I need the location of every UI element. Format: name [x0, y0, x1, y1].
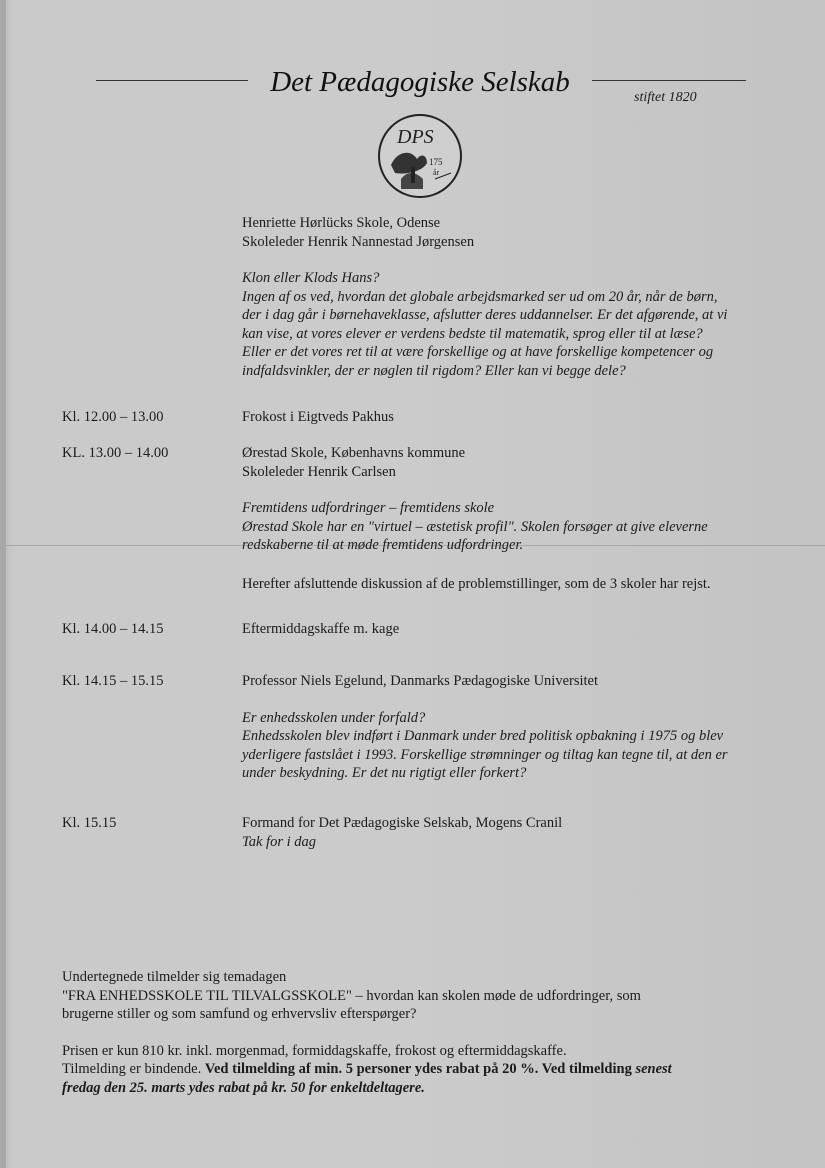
registration-block — [62, 968, 782, 1097]
society-logo-icon — [377, 113, 463, 199]
lunch-time: Kl. 12.00 – 13.00 — [62, 409, 164, 425]
session-1 — [242, 214, 762, 380]
session-3 — [242, 672, 782, 783]
session-2-time: KL. 13.00 – 14.00 — [62, 445, 169, 461]
discount-text: Ved tilmelding af min. 5 personer ydes rabat på 20 %. Ved tilmelding — [204, 1061, 632, 1077]
header-rule-left — [96, 80, 248, 81]
session-1-desc-line: indfaldsvinkler, der er nøglen til rigdom? Eller kan vi begge dele? — [242, 362, 626, 379]
closing-time: Kl. 15.15 — [62, 815, 117, 831]
founded-note: stiftet 1820 — [634, 90, 697, 105]
coffee-text: Eftermiddagskaffe m. kage — [242, 621, 400, 637]
registration-line: "FRA ENHEDSSKOLE TIL TILVALGSSKOLE" – hvordan kan skolen møde de udfordringer, som — [62, 987, 641, 1004]
page-title: Det Pædagogiske Selskab — [270, 66, 570, 98]
header-rule-right — [592, 80, 746, 81]
session-1-topic: Klon eller Klods Hans? — [242, 270, 380, 286]
session-2-desc-line: redskaberne til at møde fremtidens udfordringer. — [242, 537, 524, 553]
session-2-followup: Herefter afsluttende diskussion af de problemstillinger, som de 3 skoler har rejst. — [242, 575, 711, 592]
session-3-desc-line: yderligere fastslået i 1993. Forskellige strømninger og tiltag kan tegne til, at den er — [242, 746, 728, 763]
session-2-topic: Fremtidens udfordringer – fremtidens skole — [242, 500, 495, 516]
closing-speaker: Formand for Det Pædagogiske Selskab, Mogens Cranil — [242, 815, 563, 831]
session-3-speaker: Professor Niels Egelund, Danmarks Pædagogiske Universitet — [242, 673, 599, 689]
session-2-leader: Skoleleder Henrik Carlsen — [242, 463, 396, 480]
session-1-desc-line: Ingen af os ved, hvordan det globale arbejdsmarked ser ud om 20 år, når de børn, — [242, 288, 718, 305]
session-3-desc-line: Enhedsskolen blev indført i Danmark under bred politisk opbakning i 1975 og blev — [242, 728, 724, 744]
binding-text: Tilmelding er bindende. — [62, 1061, 202, 1077]
svg-text:år: år — [433, 168, 440, 177]
coffee-time: Kl. 14.00 – 14.15 — [62, 621, 164, 637]
deadline-text-cont: fredag den 25. marts ydes rabat på kr. 50 for enkeltdeltagere. — [62, 1079, 425, 1096]
registration-line: Undertegnede tilmelder sig temadagen — [62, 969, 287, 985]
session-3-desc-line: under beskydning. Er det nu rigtigt eller forkert? — [242, 765, 527, 781]
session-1-desc-line: kan vise, at vores elever er verdens bedste til matematik, sprog eller til at læse? — [242, 325, 703, 342]
closing — [242, 814, 562, 851]
session-2-school: Ørestad Skole, Københavns kommune — [242, 445, 466, 461]
closing-thanks: Tak for i dag — [242, 833, 316, 850]
svg-text:175: 175 — [429, 157, 443, 167]
registration-line: brugerne stiller og som samfund og erhvervsliv efterspørger? — [62, 1006, 417, 1022]
session-3-topic: Er enhedsskolen under forfald? — [242, 709, 426, 726]
session-1-school: Henriette Hørlücks Skole, Odense — [242, 215, 441, 231]
session-1-desc-line: der i dag går i børnehaveklasse, afslutter deres uddannelser. Er det afgørende, at vi — [242, 307, 728, 323]
binding-note — [62, 1060, 782, 1079]
session-2-desc-line: Ørestad Skole har en "virtuel – æstetisk profil". Skolen forsøger at give eleverne — [242, 518, 708, 535]
lunch-text: Frokost i Eigtveds Pakhus — [242, 409, 394, 425]
session-3-time: Kl. 14.15 – 15.15 — [62, 673, 164, 689]
session-1-leader: Skoleleder Henrik Nannestad Jørgensen — [242, 233, 475, 250]
price-note: Prisen er kun 810 kr. inkl. morgenmad, formiddagskaffe, frokost og eftermiddagskaffe. — [62, 1042, 567, 1059]
session-1-desc-line: Eller er det vores ret til at være forskellige og at have forskellige kompetencer og — [242, 344, 714, 360]
svg-text:DPS: DPS — [397, 126, 434, 148]
page-edge-shadow — [0, 0, 6, 1168]
deadline-text: senest — [635, 1061, 672, 1077]
session-2 — [242, 444, 782, 593]
